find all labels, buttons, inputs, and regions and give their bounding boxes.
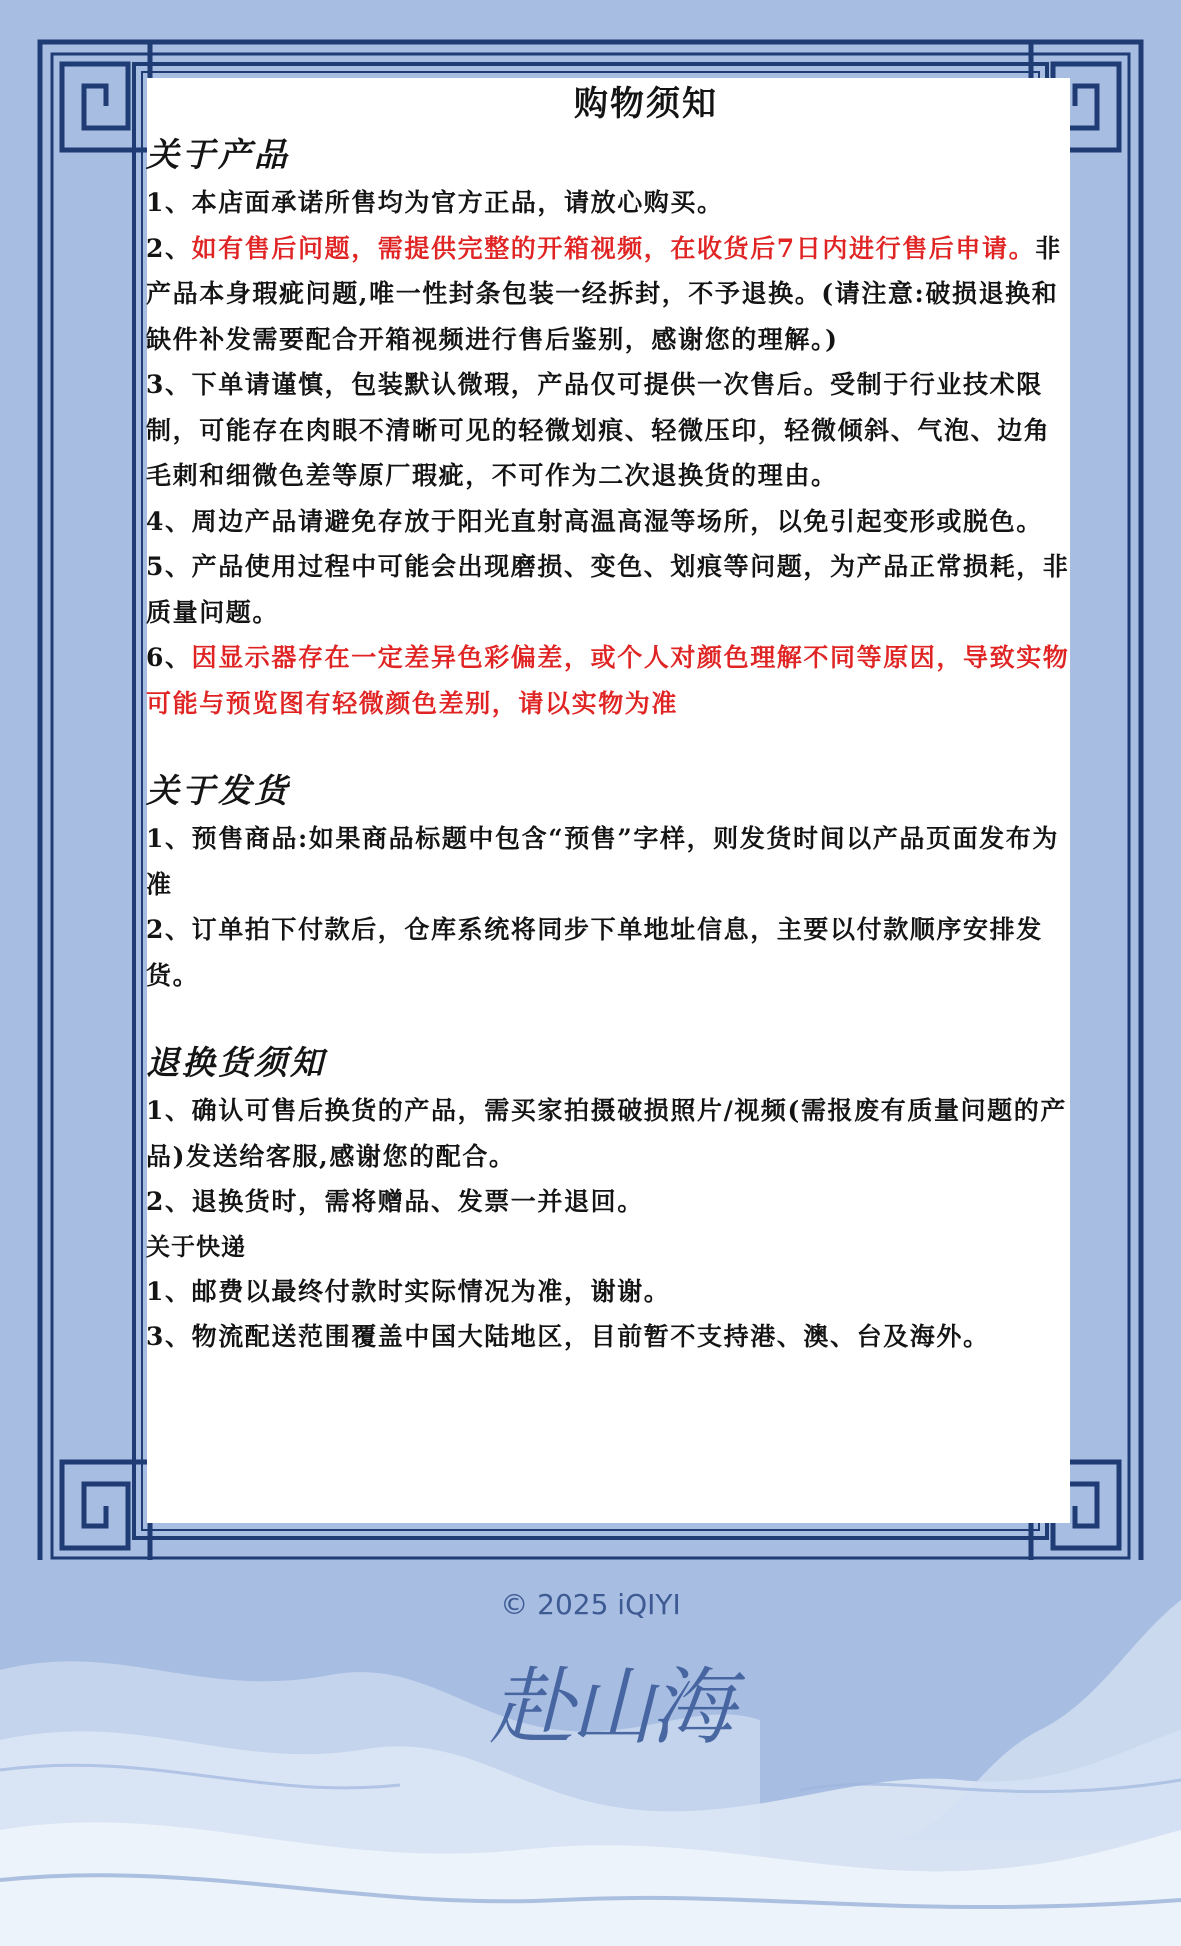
section-heading-shipping: 关于发货 [146,771,290,810]
section-heading-express: 关于快递 [146,1231,246,1261]
page-title: 购物须知 [574,84,718,124]
list-item: 4、周边产品请避免存放于阳光直射高温高湿等场所，以免引起变形或脱色。 [146,506,1043,536]
list-item: 2、订单拍下付款后，仓库系统将同步下单地址信息，主要以付款顺序安排发货。 [146,915,1043,990]
highlight-text: 如有售后问题，需提供完整的开箱视频，在收货后7日内进行售后申请。 [191,233,1036,263]
item-prefix: 2、 [146,233,192,263]
section-heading-returns: 退换货须知 [146,1043,326,1082]
notice-content [146,78,1076,1360]
list-item: 1、预售商品:如果商品标题中包含“预售”字样，则发货时间以产品页面发布为准 [146,824,1059,899]
wave-decoration [0,1580,1181,1946]
list-item: 1、邮费以最终付款时实际情况为准，谢谢。 [146,1276,671,1306]
highlight-text: 因显示器存在一定差异色彩偏差，或个人对颜色理解不同等原因，导致实物可能与预览图有轻微颜色差别，请以实物为准 [146,643,1070,718]
list-item: 3、下单请谨慎，包装默认微瑕，产品仅可提供一次售后。受制于行业技术限制，可能存在肉眼不清晰可见的轻微划痕、轻微压印，轻微倾斜、气泡、边角毛刺和细微色差等原厂瑕疵，不可作为二次退换货的理由。 [146,370,1051,490]
brand-logo: 赴山海 [489,1658,730,1756]
copyright-text: © 2025 iQIYI [500,1588,681,1621]
list-item-color-notice [146,635,1076,726]
list-item: 1、确认可售后换货的产品，需买家拍摄破损照片/视频(需报废有质量问题的产品)发送给客服,感谢您的配合。 [146,1096,1067,1171]
item-prefix: 6、 [146,643,192,672]
list-item: 3、物流配送范围覆盖中国大陆地区，目前暂不支持港、澳、台及海外。 [146,1322,990,1351]
list-item-after-sales [146,226,1076,363]
item-text: 非产品本身瑕疵问题,唯一性封条包装一经拆封，不予退换。(请注意:破损退换和缺件补发需要配合开箱视频进行售后鉴别，感谢您的理解。) [146,233,1062,354]
list-item: 5、产品使用过程中可能会出现磨损、变色、划痕等问题，为产品正常损耗，非质量问题。 [146,552,1070,627]
section-heading-product: 关于产品 [146,135,290,174]
list-item: 1、本店面承诺所售均为官方正品，请放心购买。 [146,188,724,217]
list-item: 2、退换货时，需将赠品、发票一并退回。 [146,1187,644,1216]
